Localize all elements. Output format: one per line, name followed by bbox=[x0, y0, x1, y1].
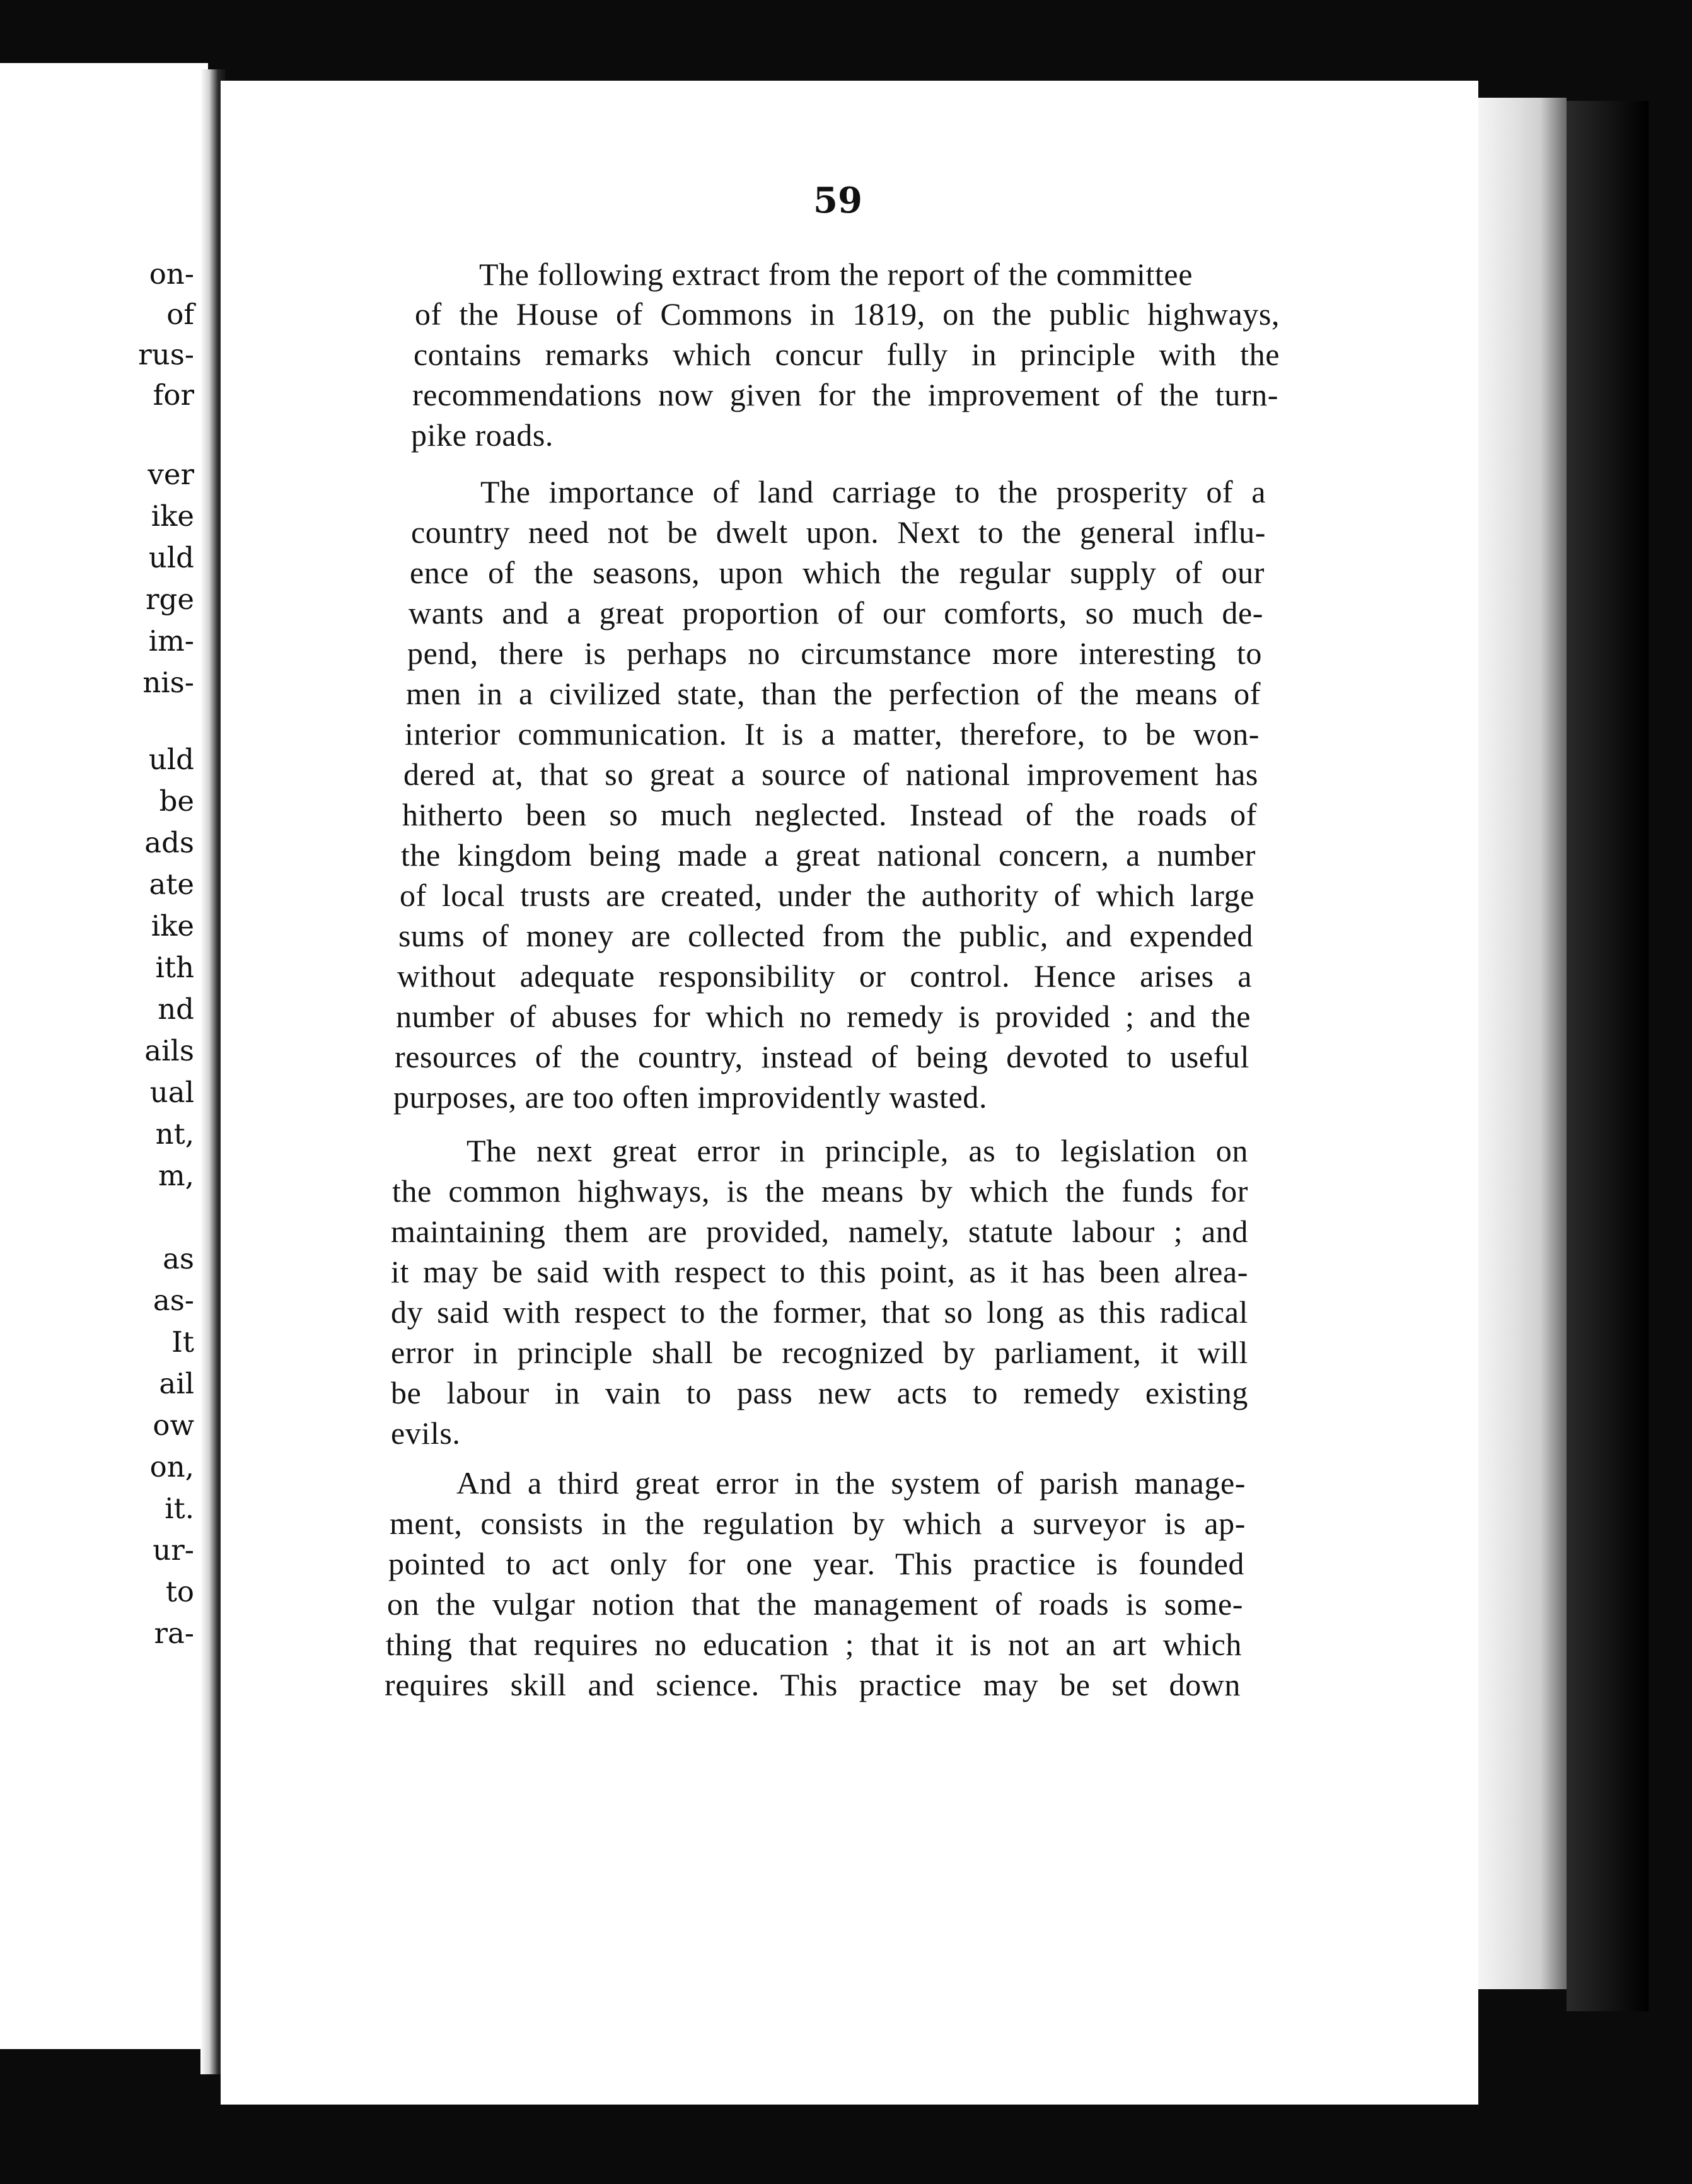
text-line: The next great error in principle, as to legislation on bbox=[466, 1133, 1248, 1168]
text-line: error in principle shall be recognized by parliament, it will bbox=[391, 1335, 1248, 1370]
facing-page-text: ow bbox=[153, 1409, 194, 1442]
facing-page-text: nt, bbox=[155, 1117, 194, 1151]
facing-page-text: rge bbox=[146, 583, 194, 616]
facing-page bbox=[0, 63, 208, 2049]
facing-page-text: nis- bbox=[142, 666, 194, 699]
text-line: men in a civilized state, than the perfection of the means of bbox=[406, 676, 1261, 711]
facing-page-text: ike bbox=[151, 909, 194, 943]
facing-page-text: ual bbox=[149, 1076, 194, 1109]
page-number: 59 bbox=[813, 180, 862, 221]
facing-page-text: ike bbox=[151, 499, 194, 533]
text-line: on the vulgar notion that the management of roads is some- bbox=[387, 1586, 1243, 1622]
text-line: sums of money are collected from the public, and expended bbox=[398, 918, 1253, 953]
facing-page-text: im- bbox=[148, 624, 194, 658]
facing-page-text: ur- bbox=[153, 1533, 194, 1567]
facing-page-text: ails bbox=[144, 1034, 194, 1067]
text-line: it may be said with respect to this point, as it has been alrea- bbox=[391, 1254, 1248, 1289]
facing-page-text: ver bbox=[148, 458, 194, 491]
text-line: the kingdom being made a great national concern, a number bbox=[401, 837, 1256, 873]
text-line: pike roads. bbox=[411, 417, 553, 453]
facing-page-text: to bbox=[165, 1575, 194, 1608]
facing-page-text: nd bbox=[158, 992, 194, 1026]
facing-page-text: it. bbox=[165, 1492, 194, 1525]
text-line: evils. bbox=[391, 1415, 461, 1451]
facing-page-text: for bbox=[153, 378, 194, 412]
text-line: dy said with respect to the former, that so long as this radical bbox=[391, 1294, 1248, 1330]
facing-page-text: rus- bbox=[138, 338, 194, 371]
facing-page-text: be bbox=[159, 784, 194, 818]
facing-page-text: ads bbox=[144, 826, 194, 859]
text-line: pend, there is perhaps no circumstance more interesting to bbox=[407, 636, 1262, 671]
text-line: purposes, are too often improvidently wasted. bbox=[393, 1079, 988, 1115]
text-line: be labour in vain to pass new acts to remedy existing bbox=[391, 1375, 1248, 1410]
facing-page-text: ate bbox=[149, 868, 194, 901]
text-line: contains remarks which concur fully in principle with the bbox=[414, 337, 1280, 372]
text-line: The following extract from the report of the committee bbox=[479, 257, 1193, 292]
text-line: hitherto been so much neglected. Instead of the roads of bbox=[402, 797, 1257, 832]
text-line: country need not be dwelt upon. Next to the general influ- bbox=[411, 514, 1266, 550]
text-line: without adequate responsibility or control. Hence arises a bbox=[397, 958, 1252, 994]
text-line: recommendations now given for the improvement of the turn- bbox=[412, 377, 1278, 412]
text-line: pointed to act only for one year. This practice is founded bbox=[388, 1546, 1244, 1581]
book-cover-edge bbox=[1567, 101, 1649, 2011]
facing-page-text: ith bbox=[155, 951, 194, 984]
text-line: ence of the seasons, upon which the regular supply of our bbox=[410, 555, 1265, 590]
facing-page-text: as bbox=[163, 1242, 194, 1275]
facing-page-text: as- bbox=[153, 1284, 194, 1317]
text-line: And a third great error in the system of parish manage- bbox=[456, 1465, 1246, 1501]
text-line: the common highways, is the means by which the funds for bbox=[392, 1173, 1248, 1209]
text-line: The importance of land carriage to the prosperity of a bbox=[480, 474, 1266, 509]
facing-page-text: uld bbox=[148, 743, 194, 776]
facing-page-text: uld bbox=[148, 541, 194, 574]
facing-page-text: on, bbox=[149, 1450, 194, 1484]
text-line: maintaining them are provided, namely, statute labour ; and bbox=[391, 1214, 1248, 1249]
facing-page-text: It bbox=[171, 1325, 194, 1359]
facing-page-text: ail bbox=[159, 1367, 194, 1400]
facing-page-text: on- bbox=[149, 257, 194, 291]
text-line: ment, consists in the regulation by which a surveyor is ap- bbox=[390, 1506, 1246, 1541]
page-edge bbox=[1478, 98, 1567, 1989]
text-line: interior communication. It is a matter, therefore, to be won- bbox=[405, 716, 1260, 752]
text-line: thing that requires no education ; that it is not an art which bbox=[386, 1627, 1242, 1662]
text-line: wants and a great proportion of our comforts, so much de- bbox=[409, 595, 1263, 630]
facing-page-text: m, bbox=[158, 1159, 194, 1192]
text-line: dered at, that so great a source of national improvement has bbox=[403, 757, 1258, 792]
text-line: of local trusts are created, under the authority of which large bbox=[400, 878, 1255, 913]
facing-page-text: of bbox=[166, 298, 194, 331]
text-line: requires skill and science. This practice may be set down bbox=[385, 1667, 1241, 1702]
text-line: resources of the country, instead of being devoted to useful bbox=[395, 1039, 1249, 1074]
text-line: of the House of Commons in 1819, on the public highways, bbox=[415, 296, 1280, 332]
facing-page-text: ra- bbox=[154, 1617, 194, 1650]
text-line: number of abuses for which no remedy is provided ; and the bbox=[396, 999, 1251, 1034]
